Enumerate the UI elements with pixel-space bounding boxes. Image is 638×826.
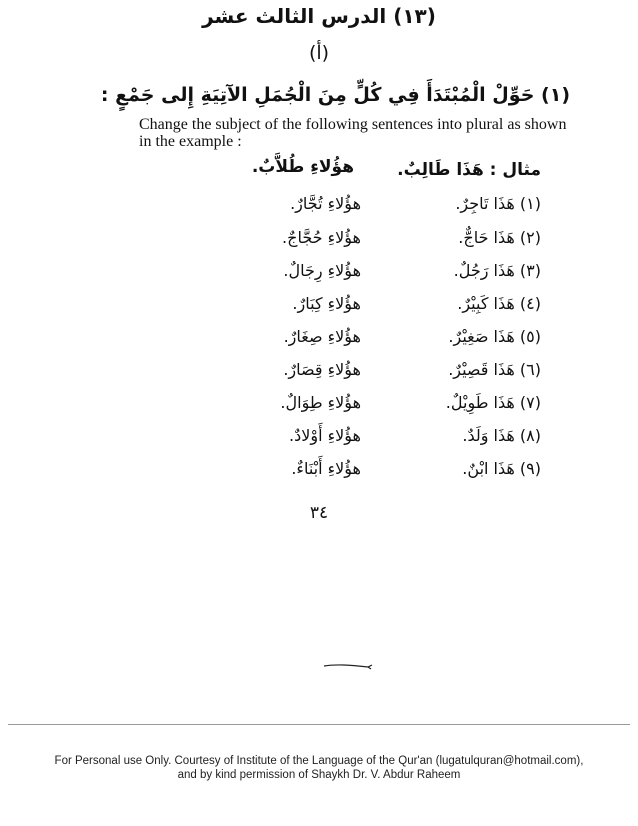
exercise-row-7-plural: هؤُلاءِ طِوَالٌ. (280, 393, 361, 412)
decorative-flourish (322, 660, 374, 672)
page-number: ٣٤ (309, 503, 329, 523)
footer-credit (0, 754, 638, 782)
instruction-english: Change the subject of the following sentences into plural as shown in the example : (139, 116, 567, 150)
footer-divider (8, 724, 630, 725)
exercise-row-4-singular: (٤) هَذَا كَبِيْرٌ. (457, 294, 541, 313)
exercise-row-1-plural: هؤُلاءِ تُجَّارٌ. (290, 194, 361, 213)
exercise-row-3-singular: (٣) هَذَا رَجُلٌ. (453, 261, 541, 280)
exercise-row-8-plural: هؤُلاءِ أَوْلادٌ. (289, 426, 361, 445)
exercise-row-5-singular: (٥) هَذَا صَغِيْرٌ. (448, 327, 541, 346)
exercise-row-2-plural: هؤُلاءِ حُجَّاجٌ. (282, 228, 361, 247)
footer-line-2: and by kind permission of Shaykh Dr. V. Abdur Raheem (177, 769, 461, 781)
lesson-title: (١٣) الدرس الثالث عشر (202, 4, 436, 28)
section-letter: (أ) (308, 42, 330, 64)
instruction-arabic: (١) حَوِّلْ الْمُبْتَدَأَ فِي كُلٍّ مِنَ الْجُمَلِ الآتِيَةِ إِلى جَمْعٍ : (100, 84, 570, 106)
exercise-row-6-plural: هؤُلاءِ قِصَارٌ. (283, 360, 361, 379)
exercise-row-6-singular: (٦) هَذَا قَصِيْرٌ. (448, 360, 541, 379)
exercise-row-9-plural: هؤُلاءِ أَبْنَاءٌ. (291, 459, 361, 478)
exercise-row-9-singular: (٩) هَذَا ابْنٌ. (462, 459, 541, 478)
exercise-row-4-plural: هؤُلاءِ كِبَارٌ. (292, 294, 361, 313)
exercise-row-7-singular: (٧) هَذَا طَوِيْلٌ. (445, 393, 541, 412)
exercise-row-1-singular: (١) هَذَا تَاجِرٌ. (455, 194, 541, 213)
exercise-row-3-plural: هؤُلاءِ رِجَالٌ. (283, 261, 361, 280)
exercise-row-2-singular: (٢) هَذَا حَاجٌّ. (458, 228, 541, 247)
exercise-row-8-singular: (٨) هَذَا وَلَدٌ. (462, 426, 541, 445)
exercise-row-5-plural: هؤُلاءِ صِغَارٌ. (283, 327, 361, 346)
example-plural: هؤُلاءِ طُلاَّبٌ. (251, 157, 354, 177)
example-singular: مثال : هَذَا طَالِبٌ. (397, 160, 541, 180)
footer-line-1: For Personal use Only. Courtesy of Institute of the Language of the Qur'an (lugatulquran@hotmail.com), (54, 755, 584, 767)
